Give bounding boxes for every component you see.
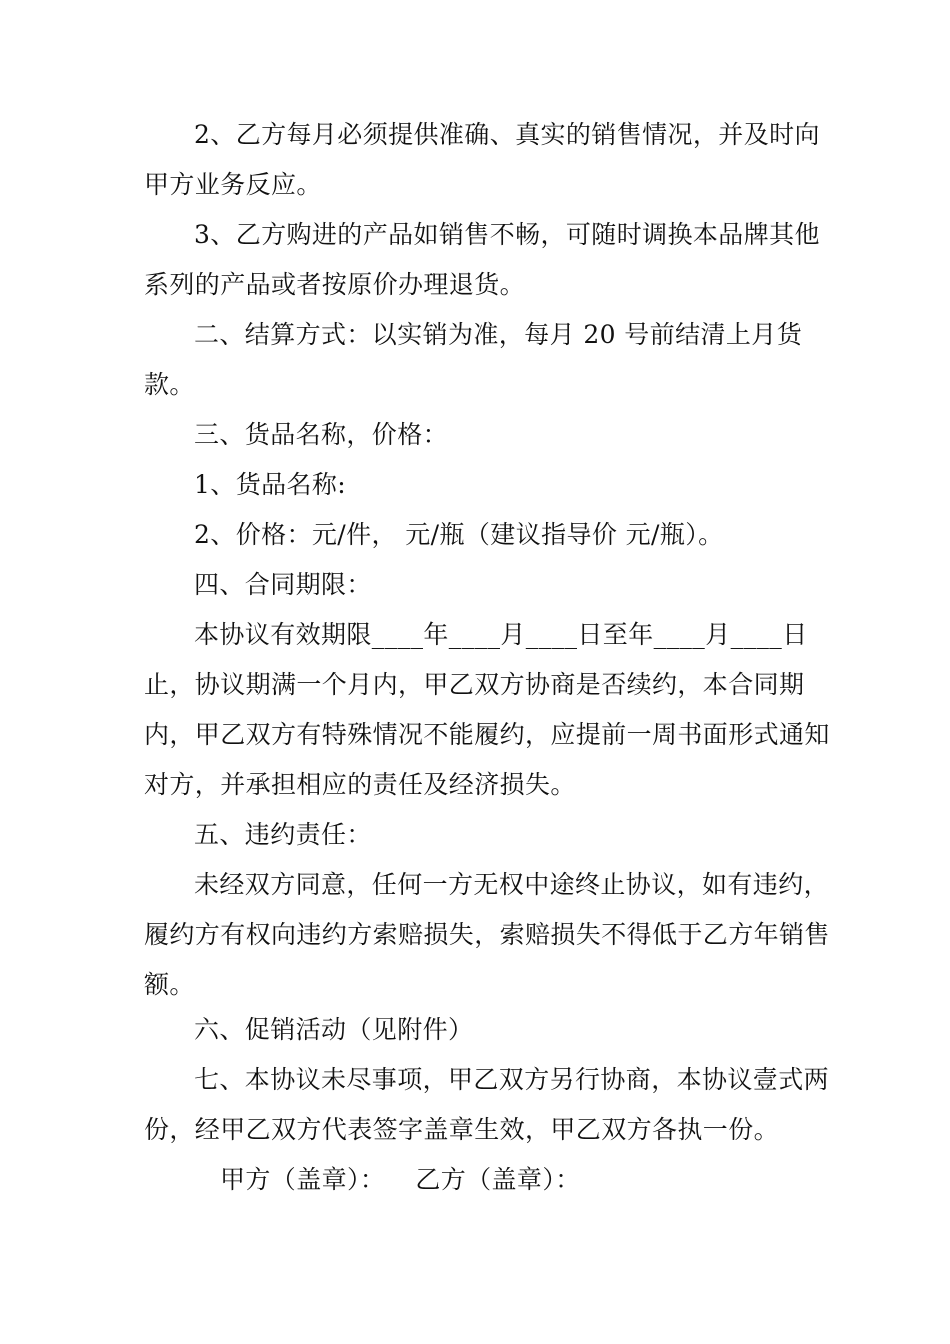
item-2-price: 2、价格：元/件， 元/瓶（建议指导价 元/瓶）。 [194, 520, 724, 549]
section-7-paragraph: 七、本协议未尽事项，甲乙双方另行协商，本协议壹式两份，经甲乙双方代表签字盖章生效，甲乙双方各执一份。 [144, 1065, 830, 1144]
section-4-heading: 四、合同期限： [194, 570, 372, 599]
section-2-settlement: 二、结算方式：以实销为准，每月 20 号前结清上月货款。 [144, 320, 803, 399]
clause-3-product-exchange: 3、乙方购进的产品如销售不畅，可随时调换本品牌其他系列的产品或者按原价办理退货。 [144, 220, 820, 299]
clause-2-sales-report: 2、乙方每月必须提供准确、真实的销售情况，并及时向甲方业务反应。 [144, 120, 820, 199]
signature-line [220, 1155, 581, 1205]
party-b-seal-label: 乙方（盖章）： [415, 1165, 581, 1194]
contract-term-paragraph: 本协议有效期限____年____月____日至年____月____日止，协议期满一个月内，甲乙双方协商是否续约，本合同期内，甲乙双方有特殊情况不能履约，应提前一周书面形式通知对方，并承担相应的责任及经济损失。 [144, 620, 830, 799]
section-6-promotion: 六、促销活动（见附件） [194, 1015, 474, 1044]
breach-paragraph: 未经双方同意，任何一方无权中途终止协议，如有违约，履约方有权向违约方索赔损失，索赔损失不得低于乙方年销售额。 [144, 870, 830, 999]
party-a-seal-label: 甲方（盖章）： [220, 1165, 386, 1194]
section-5-heading: 五、违约责任： [194, 820, 372, 849]
section-3-heading: 三、货品名称，价格： [194, 420, 449, 449]
item-1-product-name: 1、货品名称: [194, 470, 347, 499]
